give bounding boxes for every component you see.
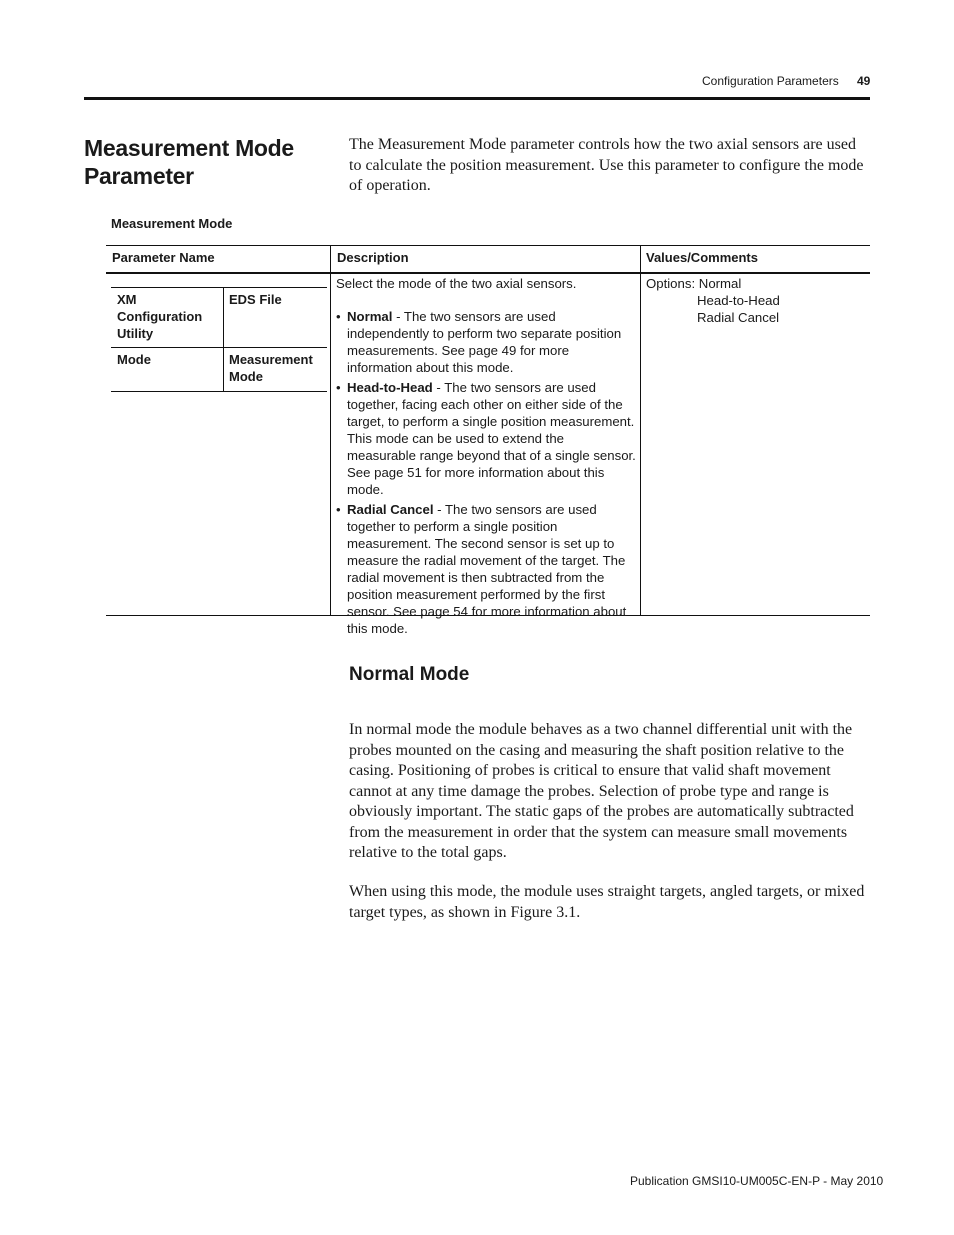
header-values-comments: Values/Comments <box>646 250 758 265</box>
mode-name: Head-to-Head <box>347 380 433 395</box>
running-header-section: Configuration Parameters <box>702 74 839 88</box>
mode-name: Normal <box>347 309 393 324</box>
values-cell <box>646 275 780 326</box>
publication-footer: Publication GMSI10-UM005C-EN-P - May 2010 <box>630 1174 884 1188</box>
intro-paragraph: The Measurement Mode parameter controls how the two axial sensors are used to calculate the position measurement. Use this parameter to configure the mode of operation. <box>349 136 864 194</box>
table-caption: Measurement Mode <box>111 216 233 231</box>
grid-cell: EDS File <box>229 292 282 307</box>
option-value: Head-to-Head <box>697 293 780 308</box>
header-description: Description <box>337 250 409 265</box>
subsection-title: Normal Mode <box>349 664 470 685</box>
parameter-table <box>106 245 870 636</box>
grid-cell: XM Configuration Utility <box>117 292 203 341</box>
body-paragraph: When using this mode, the module uses straight targets, angled targets, or mixed target types, as shown in Figure 3.1. <box>349 883 865 921</box>
body-paragraph: In normal mode the module behaves as a two channel differential unit with the probes mounted on the casing and measuring the shaft position relative to the casing. Positioning of probes is critical to ensure that valid shaft movement cannot at any time damage the probes. Selection of probe type and range is obviously important. The static gaps of the probes are automatically subtracted from the measurement in order that the system can measure small movements relative to the total gaps. <box>349 721 854 861</box>
options-prefix: Options: <box>646 276 696 291</box>
mode-description: - The two sensors are used together to perform a single position measurement. The second sensor is set up to measure the radial movement of the target. The radial movement is then subtracted from the position measurement performed by the first sensor. See page 54 for more information about this mode. <box>347 502 627 636</box>
mode-name: Radial Cancel <box>347 502 434 517</box>
list-item <box>336 379 636 498</box>
page-number: 49 <box>857 74 871 88</box>
description-lead: Select the mode of the two axial sensors. <box>336 276 577 291</box>
option-value: Radial Cancel <box>697 310 780 325</box>
mode-list <box>336 308 636 637</box>
description-cell <box>336 275 636 640</box>
list-item <box>336 501 636 637</box>
mode-description: - The two sensors are used independently to perform two separate position measurements. See page 49 for more information about this mode. <box>347 309 622 375</box>
list-item <box>336 308 636 376</box>
grid-cell: Mode <box>117 352 151 367</box>
column-divider <box>330 246 331 615</box>
parameter-name-grid <box>111 287 327 392</box>
column-divider <box>640 246 641 615</box>
grid-row <box>111 287 327 347</box>
mode-description: - The two sensors are used together, facing each other on either side of the target, to perform a single position measurement. This mode can be used to extend the measurable range beyond that of a single sensor. See page 51 for more information about this mode. <box>347 380 636 497</box>
section-title: Measurement Mode Parameter <box>84 135 294 189</box>
header-parameter-name: Parameter Name <box>112 250 215 265</box>
grid-row <box>111 347 327 391</box>
option-value: Normal <box>698 276 742 291</box>
table-header-row <box>106 246 870 274</box>
header-rule <box>84 97 870 100</box>
grid-cell: Measurement Mode <box>229 352 313 384</box>
